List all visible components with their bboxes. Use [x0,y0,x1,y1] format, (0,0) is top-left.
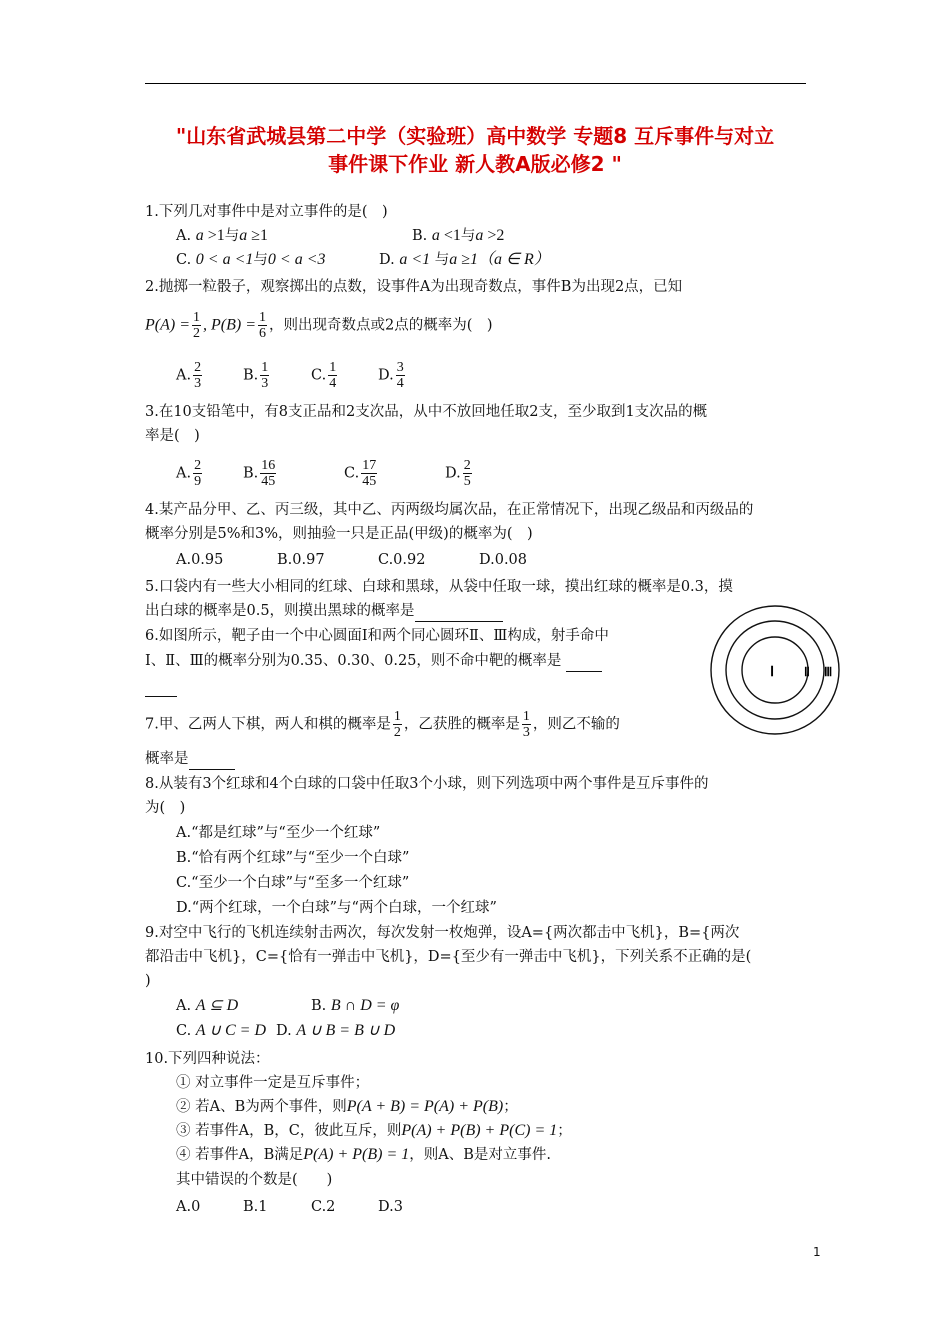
q3-option-c: C. $\frac{17}{45}$ [344,458,377,489]
q10-option-b: B.1 [243,1199,268,1215]
header-rule [145,83,806,84]
q3-option-d: D. $\frac{2}{5}$ [445,458,471,489]
q8-option-b: B.“恰有两个红球”与“至少一个白球” [176,850,410,866]
q1-stem: 1.下列几对事件中是对立事件的是( ) [145,204,388,220]
q4-stem-line2: 概率分别是5%和3%，则抽验一只是正品(甲级)的概率为( ) [145,526,533,542]
q5-stem-line1: 5.口袋内有一些大小相同的红球、白球和黑球，从袋中任取一球，摸出红球的概率是0.3，摸 [145,579,733,595]
q2-stem: 2.抛掷一粒骰子，观察掷出的点数，设事件A为出现奇数点，事件B为出现2点，已知 [145,279,683,295]
q10-option-a: A.0 [176,1199,201,1215]
doc-title-line2: 事件课下作业 新人教A版必修2 " [328,152,622,176]
q4-option-b: B.0.97 [277,552,325,568]
q2-given: P(A) = $\frac{1}{2}$ , P(B) = $\frac{1}{6}$ ，则出现奇数点或2点的概率为( ) [145,310,493,341]
q8-option-d: D.“两个红球，一个白球”与“两个白球，一个红球” [176,900,497,916]
q10-statement-1: ① 对立事件一定是互斥事件； [176,1075,370,1091]
q2-option-b: B. $\frac{1}{3}$ [243,360,269,391]
q9-stem-line1: 9.对空中飞行的飞机连续射击两次，每次发射一枚炮弹，设A={两次都击中飞机}，B={两次 [145,925,740,941]
page-number: 1 [813,1245,821,1259]
q9-option-c: C. A ∪ C = D [176,1022,267,1039]
q10-statement-4: ④ 若事件A，B满足P(A) + P(B) = 1，则A、B是对立事件. [176,1146,551,1163]
target-diagram [700,603,850,743]
ring-label-1: Ⅰ [770,665,775,680]
q10-ask: 其中错误的个数是( ) [176,1172,333,1188]
center-disc [742,637,808,703]
q9-stem-line3: ) [145,973,151,989]
outer-ring [711,606,839,734]
q4-option-a: A.0.95 [176,552,224,568]
q2-option-c: C. $\frac{1}{4}$ [311,360,337,391]
q6-answer-blank [145,676,177,697]
q7-stem-line1: 7.甲、乙两人下棋，两人和棋的概率是 $\frac{1}{2}$ ，乙获胜的概率是 $\frac{1}{3}$ ，则乙不输的 [145,709,620,740]
q1-option-a: A. a >1与a ≥1 [176,227,269,244]
q8-option-c: C.“至少一个白球”与“至多一个红球” [176,875,410,891]
q10-statement-2: ② 若A、B为两个事件，则P(A + B) = P(A) + P(B)； [176,1098,518,1115]
ring-label-2: Ⅱ [804,665,810,679]
q8-stem-line2: 为( ) [145,800,186,816]
q8-option-a: A.“都是红球”与“至少一个红球” [176,825,381,841]
q8-stem-line1: 8.从装有3个红球和4个白球的口袋中任取3个小球，则下列选项中两个事件是互斥事件的 [145,776,709,792]
q10-stem: 10.下列四种说法： [145,1051,270,1067]
q4-option-c: C.0.92 [378,552,426,568]
q9-option-d: D. A ∪ B = B ∪ D [276,1022,396,1039]
q9-stem-line2: 都沿击中飞机}，C={恰有一弹击中飞机}，D={至少有一弹击中飞机}，下列关系不正确的是( [145,949,752,965]
q5-stem-line2: 出白球的概率是0.5，则摸出黑球的概率是 [145,601,503,622]
q2-option-d: D. $\frac{3}{4}$ [378,360,404,391]
q6-stem-line2: Ⅰ、Ⅱ、Ⅲ的概率分别为0.35、0.30、0.25，则不命中靶的概率是 [145,651,602,672]
q1-option-c: C. 0 < a <1与0 < a <3 [176,251,326,268]
q9-option-b: B. B ∩ D = φ [311,997,400,1014]
doc-title-line1: "山东省武城县第二中学（实验班）高中数学 专题8 互斥事件与对立 [175,124,775,148]
q3-stem-line2: 率是( ) [145,428,200,444]
q2-option-a: A. $\frac{2}{3}$ [176,360,202,391]
q6-stem-line1: 6.如图所示，靶子由一个中心圆面Ⅰ和两个同心圆环Ⅱ、Ⅲ构成，射手命中 [145,628,609,644]
q10-statement-3: ③ 若事件A，B，C，彼此互斥，则P(A) + P(B) + P(C) = 1； [176,1122,572,1139]
q1-option-d: D. a <1 与a ≥1（a ∈ R） [379,251,550,268]
q3-stem-line1: 3.在10支铅笔中，有8支正品和2支次品，从中不放回地任取2支，至少取到1支次品的概 [145,404,708,420]
q7-stem-line2: 概率是 [145,749,235,770]
q4-option-d: D.0.08 [479,552,528,568]
q3-option-b: B. $\frac{16}{45}$ [243,458,276,489]
q1-option-b: B. a <1与a >2 [412,227,505,244]
q3-option-a: A. $\frac{2}{9}$ [176,458,202,489]
q9-option-a: A. A ⊆ D [176,997,239,1014]
q10-option-d: D.3 [378,1199,403,1215]
ring-label-3: Ⅲ [824,665,833,679]
q10-option-c: C.2 [311,1199,336,1215]
q4-stem-line1: 4.某产品分甲、乙、丙三级，其中乙、丙两级均属次品，在正常情况下，出现乙级品和丙级品的 [145,502,754,518]
